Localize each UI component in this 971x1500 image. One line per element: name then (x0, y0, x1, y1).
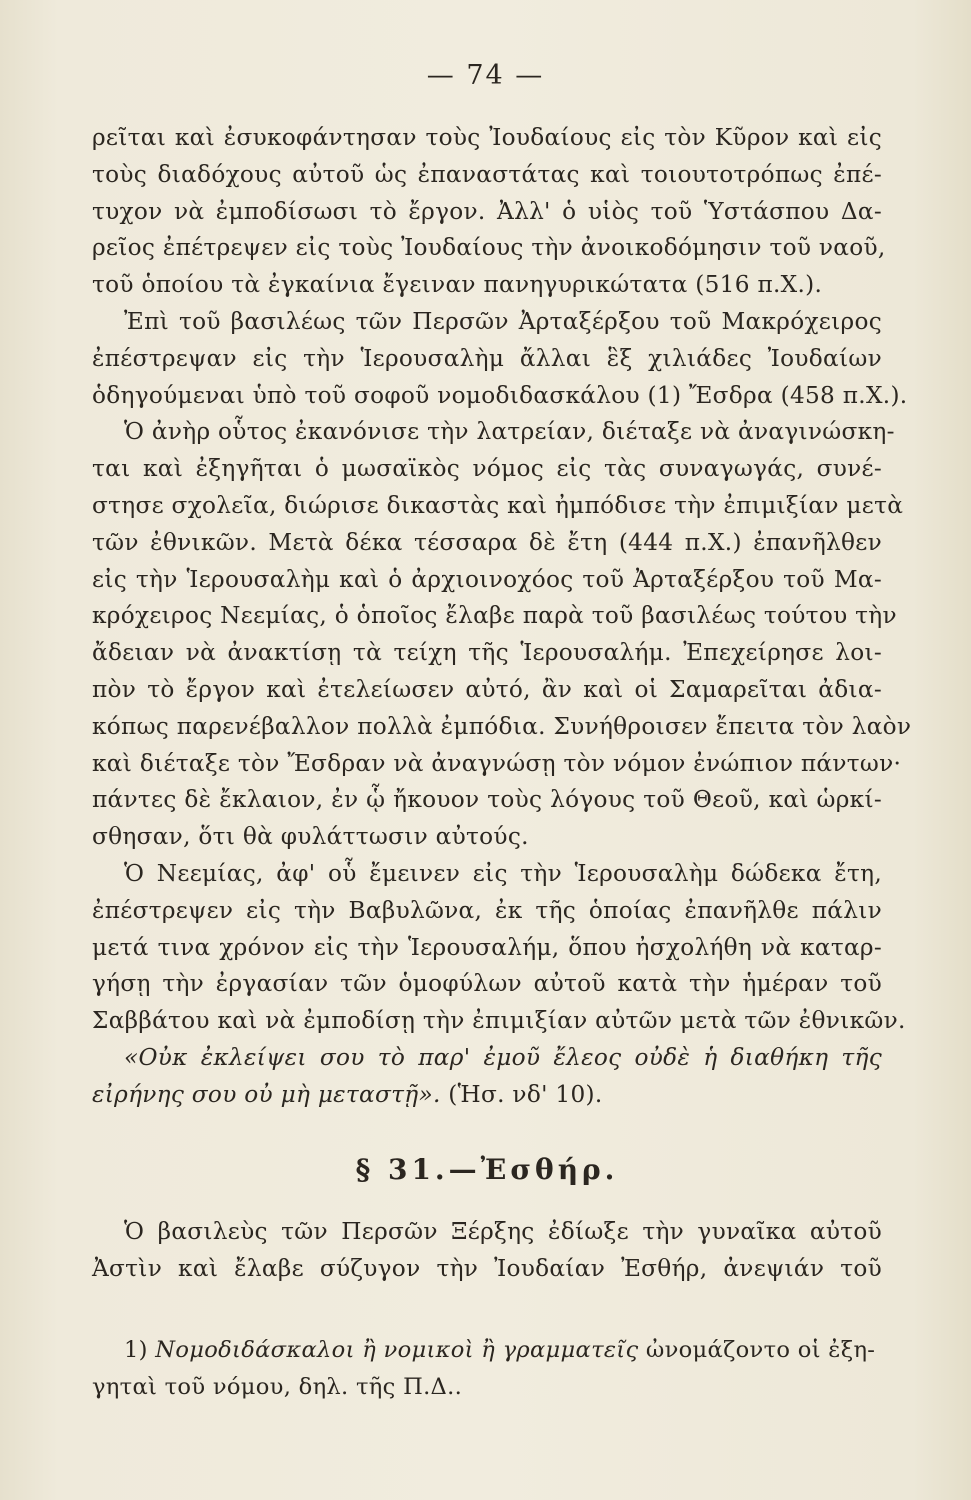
text-line: ἐπέστρεψεν εἰς τὴν Βαβυλῶνα, ἐκ τῆς ὁποίας ἐπανῆλθε πάλιν (92, 896, 882, 924)
text-line: Ὁ ἀνὴρ οὗτος ἐκανόνισε τὴν λατρείαν, διέταξε νὰ ἀναγινώσκη- (124, 418, 895, 446)
quote-reference: (Ἡσ. νδ' 10). (440, 1080, 603, 1108)
paragraph-2 (92, 304, 908, 414)
text-line: κρόχειρος Νεεμίας, ὁ ὁποῖος ἔλαβε παρὰ τοῦ βασιλέως τούτου τὴν (92, 602, 897, 630)
text-line: Ὁ Νεεμίας, ἀφ' οὗ ἔμεινεν εἰς τὴν Ἱερουσαλὴμ δώδεκα ἔτη, (124, 859, 882, 887)
text-line: Ὁ βασιλεὺς τῶν Περσῶν Ξέρξης ἐδίωξε τὴν γυναῖκα αὐτοῦ (124, 1218, 882, 1246)
text-line: ἄδειαν νὰ ἀνακτίσῃ τὰ τείχη τῆς Ἱερουσαλήμ. Ἐπεχείρησε λοι- (92, 639, 882, 667)
text-line: Ἀστὶν καὶ ἔλαβε σύζυγον τὴν Ἰουδαίαν Ἐσθήρ, ἀνεψιάν τοῦ (92, 1255, 882, 1283)
text-line: Σαββάτου καὶ νὰ ἐμποδίσῃ τὴν ἐπιμιξίαν αὐτῶν μετὰ τῶν ἐθνικῶν. (92, 1007, 906, 1035)
text-line: πὸν τὸ ἔργον καὶ ἐτελείωσεν αὐτό, ἂν καὶ οἱ Σαμαρεῖται ἀδια- (92, 675, 882, 703)
footnote-italic: Νομοδιδάσκαλοι ἢ νομικοὶ ἢ γραμματεῖς (155, 1336, 639, 1363)
text-line: μετά τινα χρόνον εἰς τὴν Ἱερουσαλήμ, ὅπου ἠσχολήθη νὰ καταρ- (92, 933, 882, 961)
section-heading: § 31.—Ἐσθήρ. (355, 1152, 619, 1186)
text-line: Ἐπὶ τοῦ βασιλέως τῶν Περσῶν Ἀρταξέρξου τοῦ Μακρόχειρος (124, 307, 882, 335)
text-line: τῶν ἐθνικῶν. Μετὰ δέκα τέσσαρα δὲ ἔτη (444 π.Χ.) ἐπανῆλθεν (92, 528, 882, 556)
text-line: γήσῃ τὴν ἐργασίαν τῶν ὁμοφύλων αὐτοῦ κατὰ τὴν ἡμέραν τοῦ (92, 970, 882, 998)
text-line: ρεῖος ἐπέτρεψεν εἰς τοὺς Ἰουδαίους τὴν ἀνοικοδόμησιν τοῦ ναοῦ, (92, 234, 886, 262)
text-line: τυχον νὰ ἐμποδίσωσι τὸ ἔργον. Ἀλλ' ὁ υἱὸς τοῦ Ὑστάσπου Δα- (92, 197, 882, 225)
page-number: — 74 — (426, 60, 545, 91)
text-line: εἰς τὴν Ἱερουσαλὴμ καὶ ὁ ἀρχιοινοχόος τοῦ Ἀρταξέρξου τοῦ Μα- (92, 565, 882, 593)
text-line: ὁδηγούμεναι ὑπὸ τοῦ σοφοῦ νομοδιδασκάλου (1) Ἔσδρα (458 π.Χ.). (92, 381, 908, 409)
text-line: τοῦ ὁποίου τὰ ἐγκαίνια ἔγειναν πανηγυρικώτατα (516 π.Χ.). (92, 271, 823, 299)
footnote (92, 1332, 882, 1406)
text-line: ρεῖται καὶ ἐσυκοφάντησαν τοὺς Ἰουδαίους εἰς τὸν Κῦρον καὶ εἰς (92, 124, 882, 151)
text-line: τοὺς διαδόχους αὐτοῦ ὡς ἐπαναστάτας καὶ τοιουτοτρόπως ἐπέ- (92, 160, 882, 188)
footnote-marker: 1) (124, 1336, 148, 1363)
paragraph-5 (92, 1214, 882, 1288)
paragraph-3 (92, 414, 912, 856)
footnote-spacer (92, 1288, 882, 1332)
paragraph-4 (92, 856, 906, 1040)
quote-text: εἰρήνης σου οὐ μὴ μεταστῇ». (92, 1080, 441, 1108)
footnote-text: ὠνομάζοντο οἱ ἐξη- (638, 1336, 876, 1363)
footnote-line (92, 1332, 882, 1369)
text-line: στησε σχολεῖα, διώρισε δικαστὰς καὶ ἠμπόδισε τὴν ἐπιμιξίαν μετὰ (92, 491, 904, 519)
text-line: σθησαν, ὅτι θὰ φυλάττωσιν αὐτούς. (92, 823, 529, 851)
footnote-line: γηταὶ τοῦ νόμου, δηλ. τῆς Π.Δ.. (92, 1373, 463, 1400)
text-line: πάντες δὲ ἔκλαιον, ἐν ᾧ ἤκουον τοὺς λόγους τοῦ Θεοῦ, καὶ ὡρκί- (92, 786, 882, 814)
text-line: καὶ διέταξε τὸν Ἔσδραν νὰ ἀναγνώσῃ τὸν νόμον ἐνώπιον πάντων· (92, 749, 902, 777)
text-line: κόπως παρενέβαλλον πολλὰ ἐμπόδια. Συνήθροισεν ἔπειτα τὸν λαὸν (92, 712, 912, 740)
quote-line: «Οὐκ ἐκλείψει σου τὸ παρ' ἐμοῦ ἔλεος οὐδὲ ἡ διαθήκη τῆς (124, 1043, 882, 1071)
paragraph-1 (92, 120, 886, 304)
text-line: ἐπέστρεψαν εἰς τὴν Ἱερουσαλὴμ ἄλλαι ἓξ χιλιάδες Ἰουδαίων (92, 344, 882, 372)
quote-line (92, 1077, 882, 1114)
text-line: ται καὶ ἐξηγῆται ὁ μωσαϊκὸς νόμος εἰς τὰς συναγωγάς, συνέ- (92, 455, 882, 483)
page-body (92, 120, 912, 1406)
scripture-quote (92, 1040, 882, 1114)
